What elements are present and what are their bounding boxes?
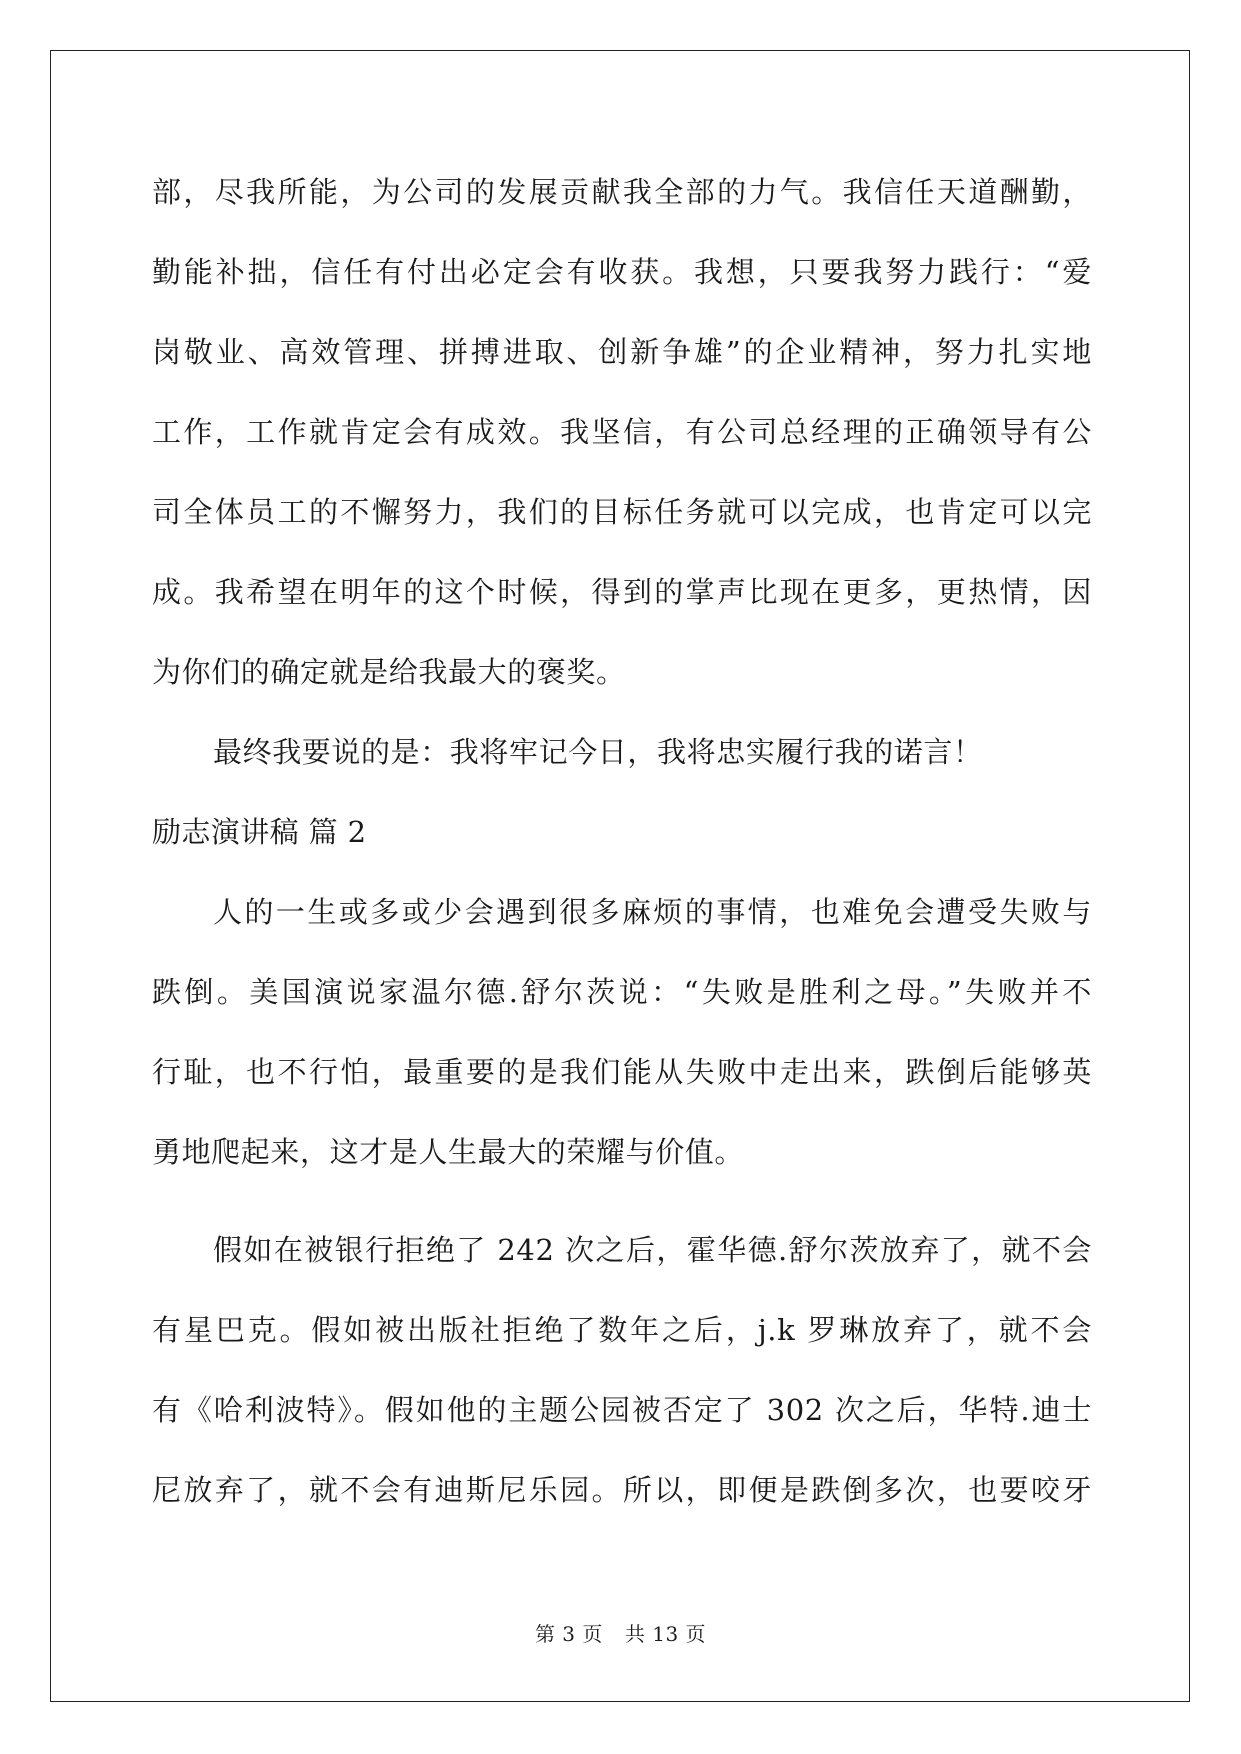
closing-line: 最终我要说的是：我将牢记今日，我将忠实履行我的诺言！: [213, 735, 983, 769]
paragraph-line: 人的一生或多或少会遇到很多麻烦的事情，也难免会遭受失败与: [213, 895, 1092, 929]
paragraph-line: 勤能补拙，信任有付出必定会有收获。我想，只要我努力践行：“爱: [152, 255, 1092, 289]
paragraph-line: 工作，工作就肯定会有成效。我坚信，有公司总经理的正确领导有公: [152, 415, 1092, 449]
paragraph-line: 跌倒。美国演说家温尔德.舒尔茨说：“失败是胜利之母。”失败并不: [152, 975, 1092, 1009]
paragraph-line: 有《哈利波特》。假如他的主题公园被否定了 302 次之后，华特.迪士: [152, 1393, 1092, 1427]
paragraph-line: 有星巴克。假如被出版社拒绝了数年之后，j.k 罗琳放弃了，就不会: [152, 1313, 1092, 1347]
paragraph-line: 成。我希望在明年的这个时候，得到的掌声比现在更多，更热情，因: [152, 575, 1092, 609]
page-number: 第 3 页: [534, 1622, 603, 1646]
page-total: 共 13 页: [624, 1622, 707, 1646]
paragraph-line: 为你们的确定就是给我最大的褒奖。: [152, 655, 626, 689]
section-heading: 励志演讲稿 篇 2: [152, 815, 367, 849]
paragraph-line: 司全体员工的不懈努力，我们的目标任务就可以完成，也肯定可以完: [152, 495, 1092, 529]
page-border: [50, 50, 1190, 1702]
paragraph-line: 勇地爬起来，这才是人生最大的荣耀与价值。: [152, 1135, 745, 1169]
paragraph-line: 岗敬业、高效管理、拼搏进取、创新争雄”的企业精神，努力扎实地: [152, 335, 1092, 369]
page-footer: [0, 1620, 1241, 1648]
paragraph-line: 部，尽我所能，为公司的发展贡献我全部的力气。我信任天道酬勤，: [152, 175, 1092, 209]
paragraph-line: 行耻，也不行怕，最重要的是我们能从失败中走出来，跌倒后能够英: [152, 1055, 1092, 1089]
paragraph-line: 尼放弃了，就不会有迪斯尼乐园。所以，即便是跌倒多次，也要咬牙: [152, 1473, 1092, 1507]
paragraph-line: 假如在被银行拒绝了 242 次之后，霍华德.舒尔茨放弃了，就不会: [213, 1233, 1092, 1267]
